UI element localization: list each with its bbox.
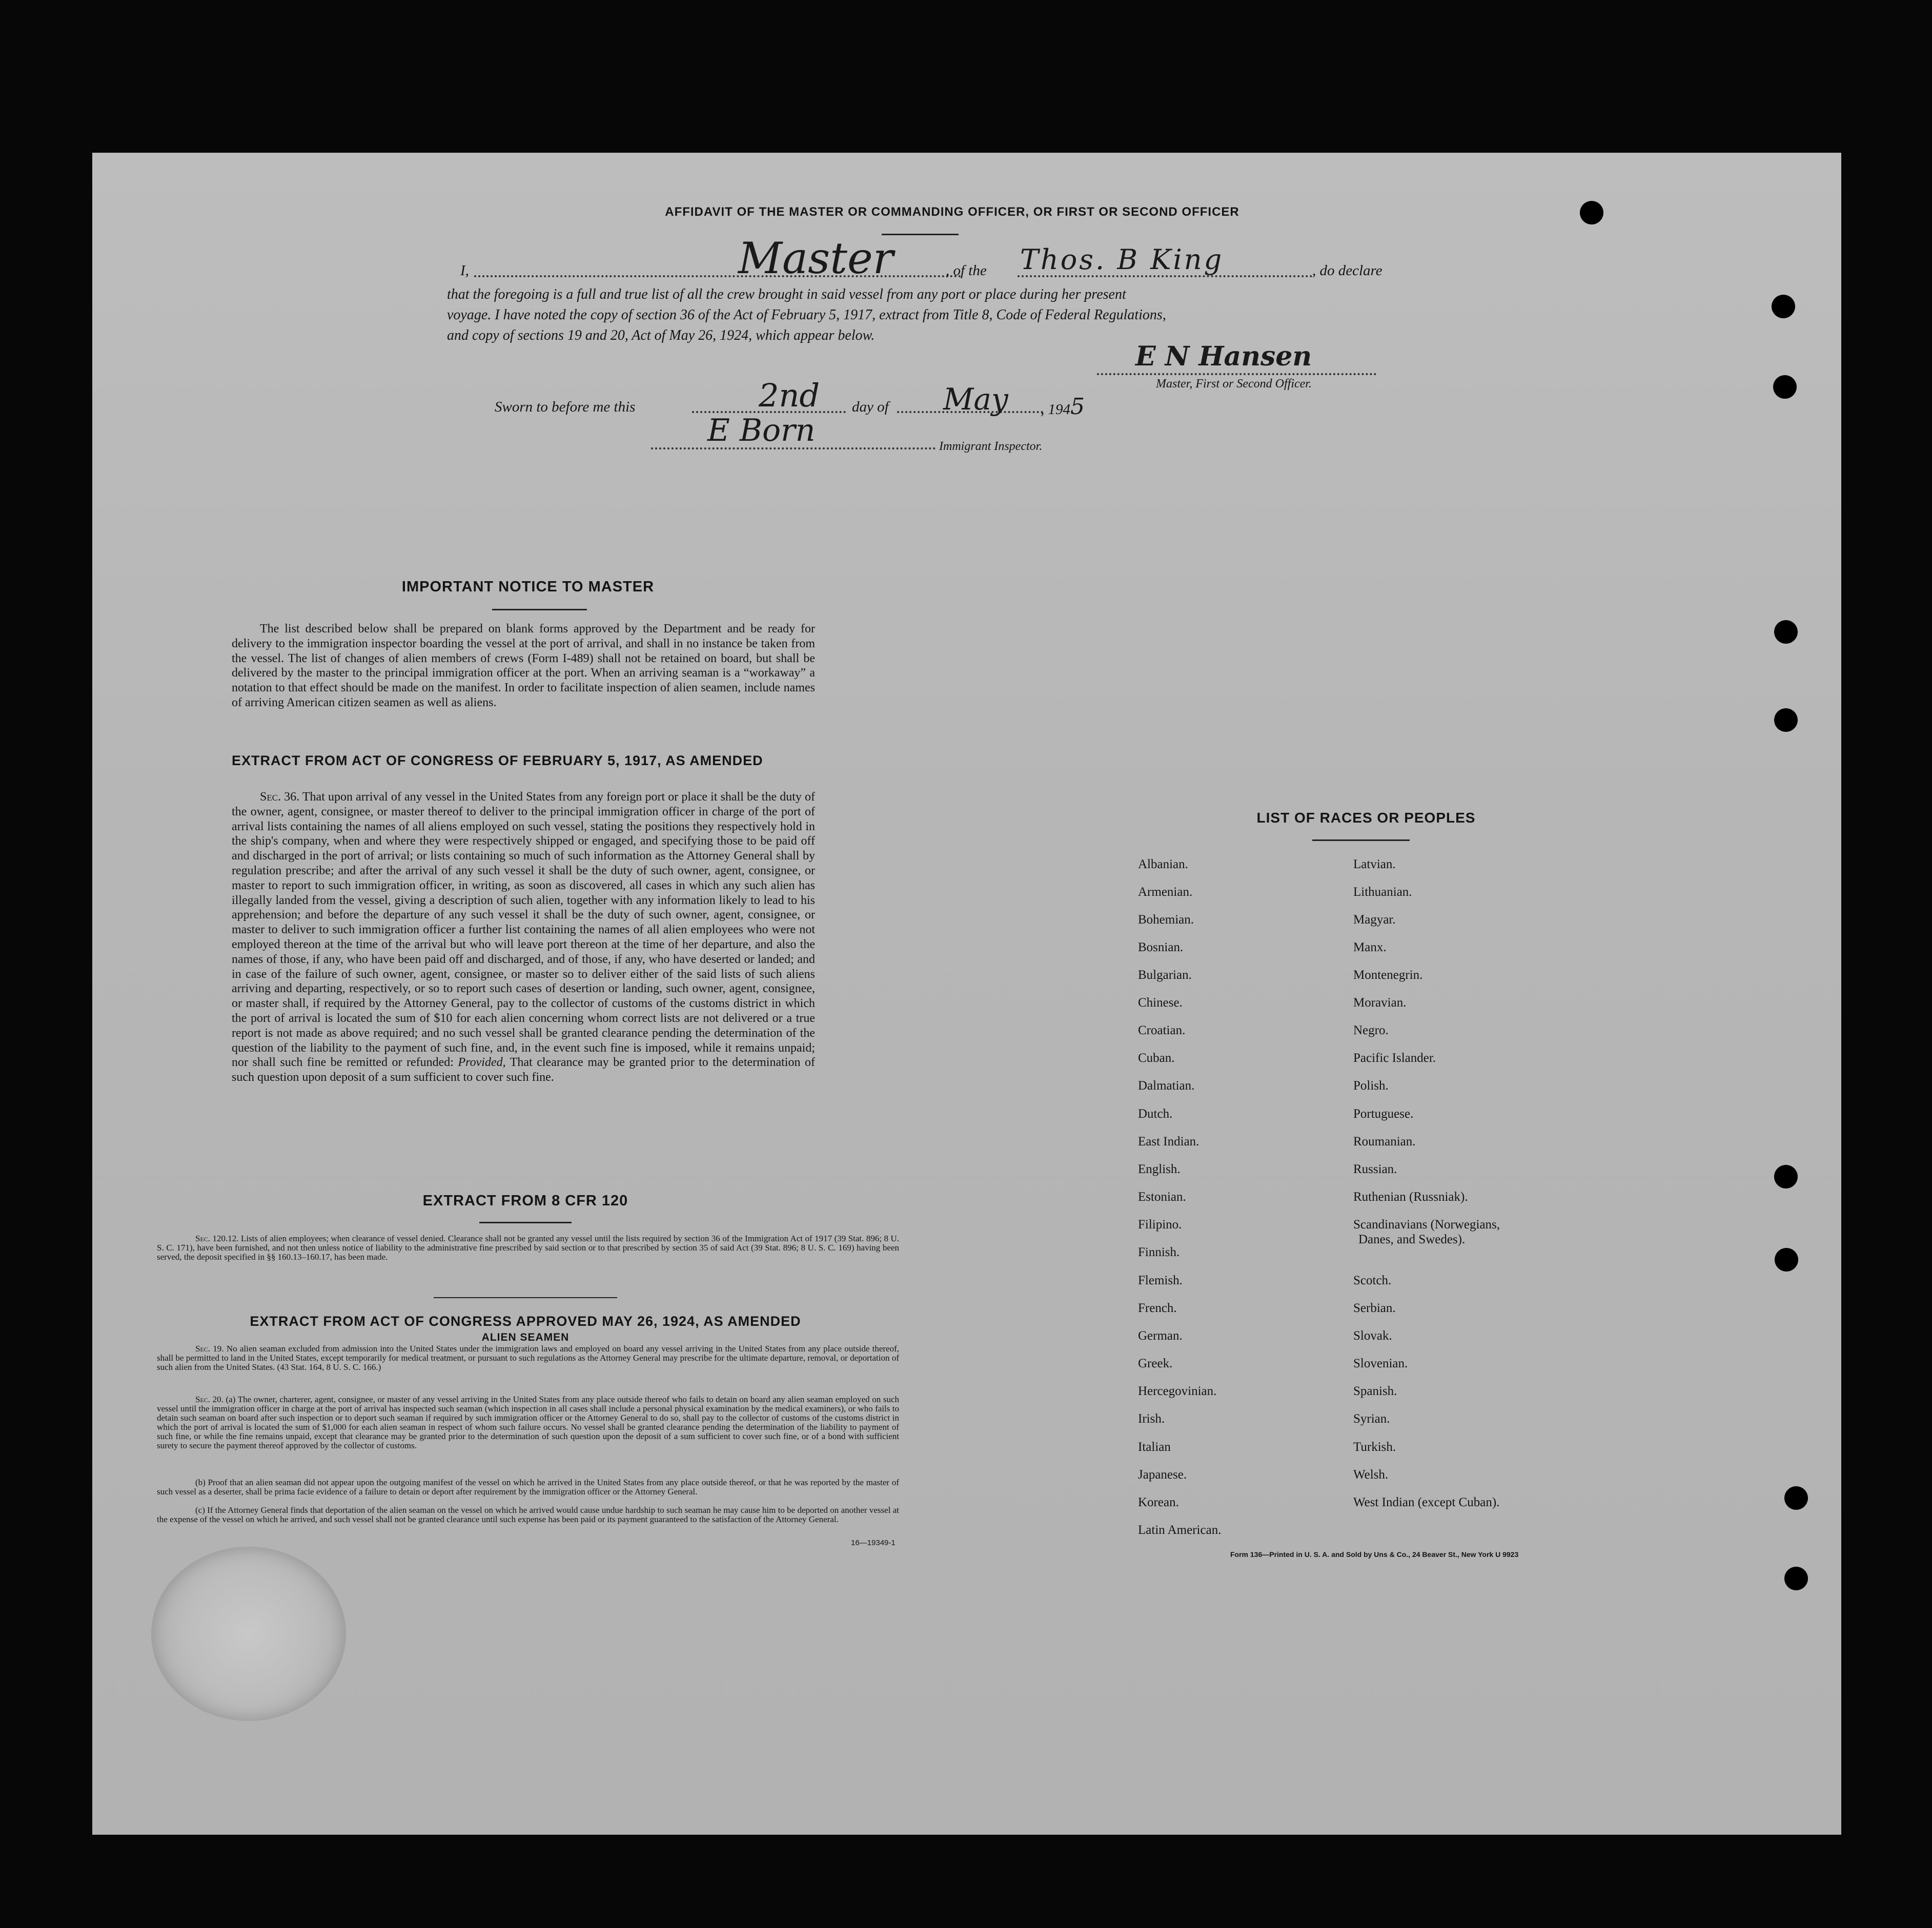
- race-item: Irish.: [1138, 1412, 1165, 1426]
- alien-seamen-subtitle: ALIEN SEAMEN: [481, 1331, 570, 1343]
- race-item: Pacific Islander.: [1353, 1051, 1436, 1065]
- race-item: Croatian.: [1138, 1023, 1186, 1037]
- race-item: Armenian.: [1138, 885, 1193, 899]
- affidavit-line-2: that the foregoing is a full and true list of all the crew brought in said vessel from any port or place during her present: [447, 286, 1126, 302]
- race-item: Bulgarian.: [1138, 968, 1192, 982]
- sec-20-label: Sec. 20.: [195, 1394, 223, 1404]
- race-item: Dalmatian.: [1138, 1079, 1195, 1093]
- race-item: Italian: [1138, 1440, 1171, 1454]
- race-item: Polish.: [1353, 1079, 1389, 1093]
- race-item: Syrian.: [1353, 1412, 1390, 1426]
- race-item: Lithuanian.: [1353, 885, 1412, 899]
- race-item: Korean.: [1138, 1495, 1179, 1509]
- punch-hole: [1773, 375, 1797, 399]
- cfr-text: [157, 1234, 899, 1262]
- race-item: Magyar.: [1353, 913, 1396, 927]
- affidavit-line-4: and copy of sections 19 and 20, Act of May 26, 1924, which appear below.: [447, 327, 875, 343]
- race-item: German.: [1138, 1329, 1183, 1343]
- race-item: Dutch.: [1138, 1107, 1173, 1121]
- race-item: Roumanian.: [1353, 1135, 1416, 1148]
- race-item: Hercegovinian.: [1138, 1384, 1217, 1398]
- race-item: Flemish.: [1138, 1274, 1183, 1287]
- affidavit-line-1: [460, 261, 1414, 281]
- form-printer-footer: Form 136—Printed in U. S. A. and Sold by Uns & Co., 24 Beaver St., New York U 9923: [1230, 1550, 1519, 1558]
- cfr-sec-label: Sec. 120.12.: [195, 1234, 239, 1243]
- race-item: Latvian.: [1353, 857, 1396, 871]
- extract-1917-title: EXTRACT FROM ACT OF CONGRESS OF FEBRUARY 5, 1917, AS AMENDED: [232, 753, 763, 768]
- race-item: Latin American.: [1138, 1523, 1222, 1537]
- sec-20b-text: (b) Proof that an alien seaman did not appear upon the outgoing manifest of the vessel on which he arrived in the United States from any place outside thereof, or that he was reported by the master of such vessel as a deserter, shall be prima facie evidence of a failure to detain or deport after requirement by the immigration officer or the Attorney General.: [157, 1478, 899, 1496]
- cfr-rule: [479, 1222, 572, 1223]
- race-item: Japanese.: [1138, 1468, 1187, 1482]
- race-item: Scotch.: [1353, 1274, 1392, 1287]
- punch-hole: [1772, 295, 1795, 318]
- of-the-label: , of the: [946, 262, 987, 279]
- cfr-end-rule: [434, 1297, 617, 1298]
- provided-label: Provided,: [458, 1056, 506, 1070]
- sec-19-body: No alien seaman excluded from admission into the United States under the immigration laws and employed on board any vessel arriving in the United States from any place outside thereof, shall be permitted to land in the United States, except temporarily for medical treatment, or pursuant to such regulations as the Attorney General may prescribe for the ultimate departure, removal, or deportation of such alien from the United States. (43 Stat. 164, 8 U. S. C. 166.): [157, 1344, 900, 1372]
- race-item: French.: [1138, 1301, 1177, 1315]
- punch-hole: [1775, 1248, 1798, 1271]
- i-label: I,: [460, 262, 469, 279]
- punch-hole: [1784, 1567, 1808, 1590]
- embossed-seal-icon: [151, 1547, 346, 1721]
- race-item: Cuban.: [1138, 1051, 1175, 1065]
- cfr-body: Lists of alien employees; when clearance of vessel denied. Clearance shall not be granted any vessel until the lists required by section 36 of the Immigration Act of 1917 (39 Stat. 896; 8 U. S. C. 171), have been furnished, and not then unless notice of liability to the administrative fine prescribed by said section or to that prescribed by section 35 of said Act (39 Stat. 896; 8 U. S. C. 169) having been served, the deposit specified in §§ 160.13–160.17, has been made.: [157, 1234, 899, 1262]
- sec-36-end: That clearance may be granted prior to the determination of such question upon deposit of a sum sufficient to cover such fine.: [232, 1056, 815, 1084]
- sec-20a-text: [157, 1395, 899, 1450]
- master-officer-label: Master, First or Second Officer.: [1156, 377, 1312, 391]
- race-item: Filipino.: [1138, 1218, 1182, 1232]
- punch-hole: [1784, 1486, 1808, 1510]
- race-item: Slovenian.: [1353, 1357, 1408, 1370]
- race-item: Montenegrin.: [1353, 968, 1423, 982]
- race-item: Portuguese.: [1353, 1107, 1414, 1121]
- race-item: Bohemian.: [1138, 913, 1194, 927]
- race-item: Danes, and Swedes).: [1358, 1233, 1466, 1246]
- sec-19-label: Sec. 19.: [195, 1344, 224, 1353]
- inspector-signature: E Born: [707, 413, 816, 448]
- race-item: Bosnian.: [1138, 940, 1184, 954]
- inspector-dotted-line: [651, 447, 936, 449]
- race-item: English.: [1138, 1162, 1181, 1176]
- affidavit-title: AFFIDAVIT OF THE MASTER OR COMMANDING OFFICER, OR FIRST OR SECOND OFFICER: [665, 205, 1239, 219]
- race-item: Greek.: [1138, 1357, 1173, 1370]
- year-handwriting: 5: [1070, 394, 1085, 420]
- race-item: Chinese.: [1138, 996, 1183, 1010]
- race-item: Scandinavians (Norwegians,: [1353, 1218, 1500, 1232]
- notice-title: IMPORTANT NOTICE TO MASTER: [401, 579, 655, 595]
- day-handwriting: 2nd: [759, 377, 820, 414]
- race-item: Albanian.: [1138, 857, 1188, 871]
- sec-19-text: [157, 1344, 899, 1372]
- extract-1917-text: [232, 790, 815, 1085]
- races-title: LIST OF RACES OR PEOPLES: [1256, 810, 1476, 826]
- form-code: 16—19349-1: [851, 1539, 896, 1547]
- sec-36-label: Sec. 36.: [260, 790, 300, 804]
- notice-text: The list described below shall be prepared on blank forms approved by the Department and be ready for delivery to the immigration inspector boarding the vessel at the port of arrival, and shall in no instance be taken from the vessel. The list of changes of alien members of crews (Form I-489) shall not be retained on board, but shall be delivered by the master to the principal immigration officer at the port. When an arriving seaman is a “workaway” a notation to that effect should be made on the manifest. In order to facilitate inspection of alien seamen, include names of arriving American citizen seamen as well as aliens.: [232, 622, 815, 709]
- month-handwriting: May: [943, 382, 1008, 417]
- race-item: Estonian.: [1138, 1190, 1186, 1204]
- vessel-name-handwriting: Thos. B King: [1020, 243, 1224, 276]
- punch-hole: [1774, 708, 1798, 732]
- race-item: Russian.: [1353, 1162, 1397, 1176]
- race-item: Manx.: [1353, 940, 1387, 954]
- sec-36-body: That upon arrival of any vessel in the United States from any foreign port or place it shall be the duty of the owner, agent, consignee, or master thereof to deliver to the principal immigration officer in charge of the port of arrival lists containing the names of all aliens employed on such vessel, stating the positions they respectively hold in the ship's company, when and where they were respectively shipped or engaged, and specifying those to be paid off and discharged in the port of arrival; or lists containing so much of such information as the Attorney General shall by regulation prescribe; and after the arrival of any such vessel it shall be the duty of such owner, agent, consignee, or master to report to such immigration officer, in writing, as soon as discovered, all cases in which any such alien has illegally landed from the vessel, giving a description of such alien, together with any information likely to lead to his apprehension; and before the departure of any such vessel it shall be the duty of such owner, agent, consignee, or master to deliver to such immigration officer a further list containing the names of all alien employees who were not employed thereon at the time of the arrival but who will leave port thereon at the time of her departure, and also the names of those, if any, who have been paid off and discharged, and of those, if any, who have deserted or landed; and in case of the failure of such owner, agent, consignee, or master so to deliver either of the said lists of such aliens arriving and departing, respectively, or so to report such cases of desertion or landing, such owner, agent, consignee, or master shall, if required by the Attorney General, pay to the collector of customs of the customs district in which the port of arrival is located the sum of $10 for each alien concerning whom correct lists are not delivered or a true report is not made as above required; and no such vessel shall be granted clearance pending the determination of the question of the liability to the payment of such fine, and, in the event such fine is imposed, while it remains unpaid; nor shall such fine be remitted or refunded:: [232, 790, 815, 1070]
- race-item: Ruthenian (Russniak).: [1353, 1190, 1468, 1204]
- notice-rule: [492, 609, 587, 610]
- race-item: West Indian (except Cuban).: [1353, 1495, 1500, 1509]
- punch-hole: [1774, 620, 1798, 644]
- races-rule: [1312, 839, 1410, 841]
- master-handwriting: Master: [738, 233, 893, 283]
- sec-20a-body: (a) The owner, charterer, agent, consignee, or master of any vessel arriving in the United States from any place outside thereof who fails to detain on board any alien seaman employed on such vessel until the immigration officer in charge at the port of arrival has inspected such seaman (which inspection in all cases shall include a personal physical examination by the medical examiners), or who fails to detain such seaman on board after such inspection or to deport such seaman if required by such immigration officer or the Attorney General to do so, shall pay to the collector of customs of the customs district in which the port of arrival is located the sum of $1,000 for each alien seaman in respect of whom such failure occurs. No vessel shall be granted clearance pending the determination of the liability to payment of such fine, or while the fine remains unpaid, except that clearance may be granted prior to the determination of such question upon the deposit of a sum sufficient to cover such fine, or of a bond with sufficient surety to secure the payment thereof approved by the collector of customs.: [157, 1394, 899, 1450]
- race-item: Moravian.: [1353, 996, 1407, 1010]
- signature: E N Hansen: [1135, 341, 1312, 372]
- sworn-label: Sworn to before me this: [495, 399, 636, 415]
- year-prefix: , 194: [1041, 401, 1070, 418]
- race-item: East Indian.: [1138, 1135, 1199, 1148]
- punch-hole: [1774, 1165, 1798, 1188]
- year-label: [1041, 394, 1085, 420]
- sec-20c-text: (c) If the Attorney General finds that deportation of the alien seaman on the vessel on which he arrived would cause undue hardship to such seaman he may cause him to be deported on another vessel at the expense of the vessel on which he arrived, and such vessel shall not be granted clearance until such expense has been paid or its payment guaranteed to the satisfaction of the Attorney General.: [157, 1505, 899, 1524]
- extract-1924-title: EXTRACT FROM ACT OF CONGRESS APPROVED MAY 26, 1924, AS AMENDED: [250, 1314, 801, 1329]
- race-item: Welsh.: [1353, 1468, 1389, 1482]
- punch-hole: [1580, 201, 1603, 224]
- race-item: Spanish.: [1353, 1384, 1397, 1398]
- race-item: Negro.: [1353, 1023, 1389, 1037]
- declare-label: , do declare: [1312, 262, 1382, 279]
- inspector-label: Immigrant Inspector.: [939, 440, 1043, 453]
- race-item: Serbian.: [1353, 1301, 1396, 1315]
- race-item: Turkish.: [1353, 1440, 1396, 1454]
- affidavit-line-3: voyage. I have noted the copy of section 36 of the Act of February 5, 1917, extract from Title 8, Code of Federal Regulations,: [447, 307, 1166, 323]
- day-of-label: day of: [852, 399, 889, 415]
- race-item: Finnish.: [1138, 1245, 1180, 1259]
- race-item: Slovak.: [1353, 1329, 1392, 1343]
- cfr-title: EXTRACT FROM 8 CFR 120: [422, 1193, 628, 1209]
